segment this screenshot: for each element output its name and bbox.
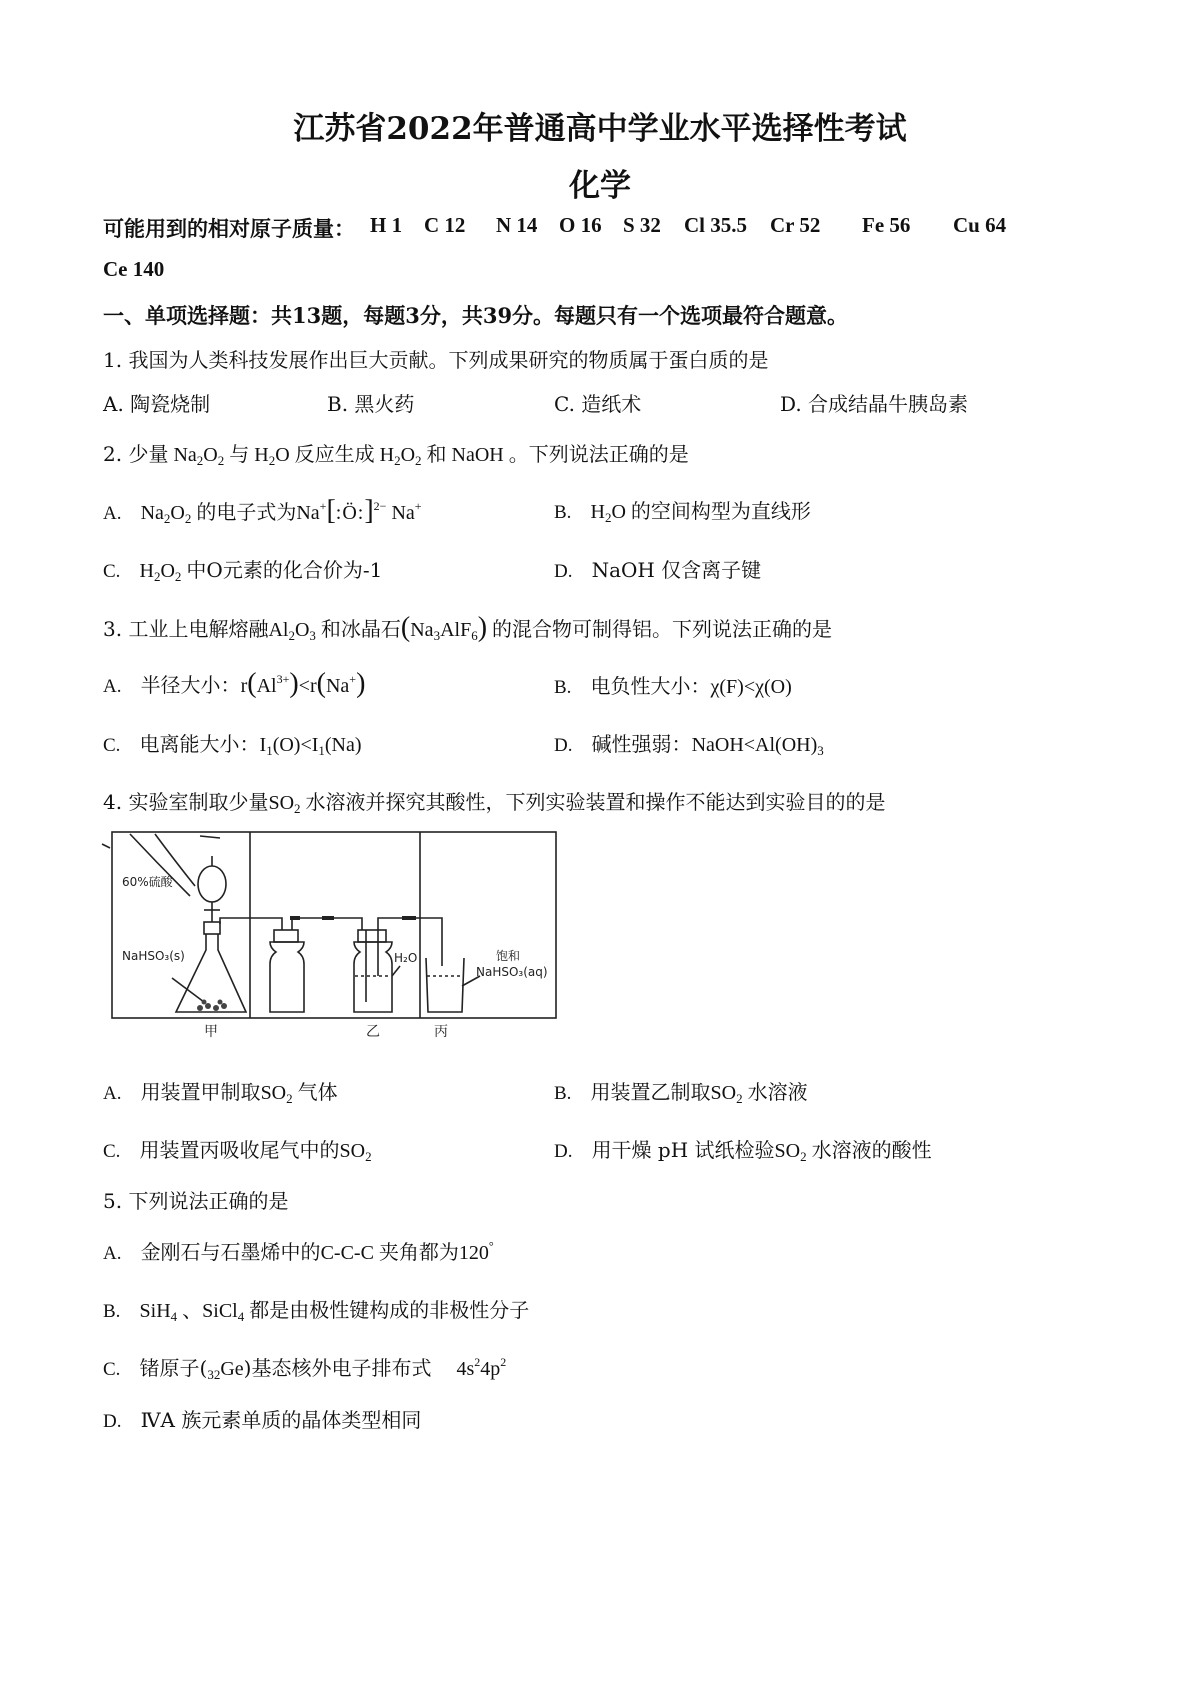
atomic-mass-c: C 12 [424, 213, 466, 237]
fig-label-bing: 丙 [434, 1024, 448, 1040]
q1-option-d: D. 合成结晶牛胰岛素 [780, 392, 969, 416]
q5-option-a: A. 金刚石与石墨烯中的C-C-C 夹角都为120° [103, 1239, 494, 1264]
fig-label-solid: NaHSO₃(s) [122, 949, 185, 963]
q3-option-c: C. 电离能大小：$I_1(O)<I_1(Na)$ [103, 732, 362, 758]
q5-option-d: D. ⅣA 族元素单质的晶体类型相同 [103, 1408, 422, 1432]
page-title: 江苏省2022年普通高中学业水平选择性考试 [293, 111, 907, 147]
fig-label-acid: 60%硫酸 [122, 875, 173, 889]
subject-title: 化学 [569, 168, 631, 204]
q1-option-a: A. 陶瓷烧制 [103, 392, 211, 416]
fig-label-nahso3-aq: NaHSO₃(aq) [476, 965, 548, 979]
section-heading: 一、单项选择题：共13题，每题3分，共39分。每题只有一个选项最符合题意。 [103, 303, 849, 328]
q4-option-a: A. 用装置甲制取$SO_2$ 气体 [103, 1080, 338, 1106]
atomic-masses-label: 可能用到的相对原子质量： [103, 216, 355, 241]
atomic-mass-fe: Fe 56 [862, 213, 911, 237]
fig-label-jia: 甲 [204, 1024, 218, 1040]
q3-stem: 3. 工业上电解熔融$Al_2O_3$ 和冰晶石$(Na_3AlF_6)$ 的混合物可制得铝。下列说法正确的是 [103, 612, 833, 643]
apparatus-figure [100, 826, 570, 1046]
fig-label-water: H₂O [394, 951, 418, 965]
q2-option-a: A. $Na_2O_2$ 的电子式为Na+[:Ö:]$^{2-}$ Na+ [103, 495, 422, 526]
q3-option-a: A. 半径大小：$r(Al^{3+})<r(Na^+)$ [103, 668, 366, 699]
q5-option-c: C. 锗原子$(_{32}Ge)$基态核外电子排布式 $4s^24p^2$ [103, 1355, 507, 1382]
q4-option-b: B. 用装置乙制取$SO_2$ 水溶液 [554, 1080, 808, 1106]
q2-option-c: C. $H_2O_2$ 中O元素的化合价为-1 [103, 558, 383, 584]
q2-stem: 2. 少量 $Na_2O_2$ 与 $H_2O$ 反应生成 $H_2O_2$ 和 NaOH 。下列说法正确的是 [103, 442, 689, 468]
q2-option-b: B. $H_2O$ 的空间构型为直线形 [554, 499, 811, 525]
atomic-mass-ce: Ce 140 [103, 257, 165, 281]
atomic-mass-cr: Cr 52 [770, 213, 821, 237]
q1-stem: 1. 我国为人类科技发展作出巨大贡献。下列成果研究的物质属于蛋白质的是 [103, 348, 769, 372]
q1-option-c: C. 造纸术 [554, 392, 642, 416]
q3-option-d: D. 碱性强弱：$NaOH<Al(OH)_3$ [554, 732, 824, 758]
q4-stem: 4. 实验室制取少量$SO_2$ 水溶液并探究其酸性，下列实验装置和操作不能达到实验目的的是 [103, 790, 886, 816]
fig-label-yi: 乙 [366, 1024, 380, 1040]
atomic-mass-o: O 16 [559, 213, 602, 237]
atomic-mass-n: N 14 [496, 213, 538, 237]
q2-option-d: D. NaOH 仅含离子键 [554, 558, 762, 582]
q4-option-c: C. 用装置丙吸收尾气中的$SO_2$ [103, 1138, 372, 1164]
q4-option-d: D. 用干燥 pH 试纸检验$SO_2$ 水溶液的酸性 [554, 1138, 932, 1164]
q5-stem: 5. 下列说法正确的是 [103, 1189, 289, 1213]
fig-label-saturated: 饱和 [496, 949, 521, 963]
q1-option-b: B. 黑火药 [327, 392, 415, 416]
atomic-mass-s: S 32 [623, 213, 661, 237]
atomic-mass-cl: Cl 35.5 [684, 213, 747, 237]
atomic-mass-cu: Cu 64 [953, 213, 1007, 237]
q3-option-b: B. 电负性大小：χ(F)<χ(O) [554, 674, 792, 698]
q5-option-b: B. SiH$_4$ 、SiCl$_4$ 都是由极性键构成的非极性分子 [103, 1298, 530, 1324]
atomic-mass-h: H 1 [370, 213, 403, 237]
